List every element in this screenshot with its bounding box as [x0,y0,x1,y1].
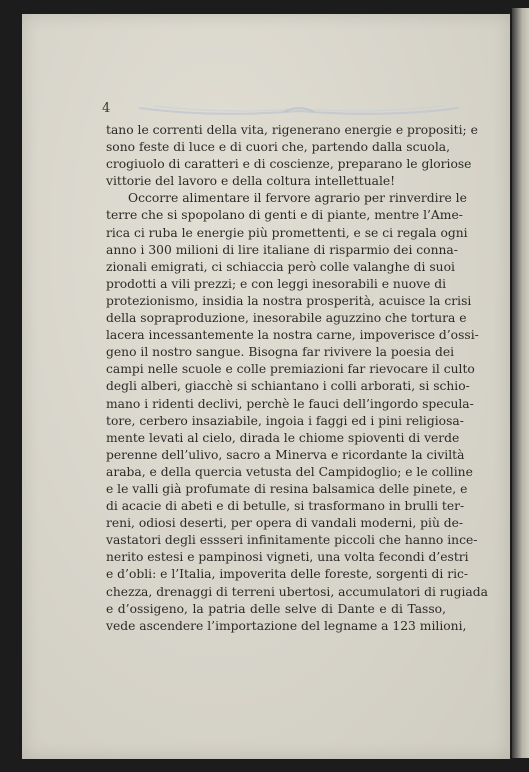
text-line: chezza, drenaggi di terreni ubertosi, accumulatori di rugiada [106,584,488,599]
text-line: tore, cerbero insaziabile, ingoia i faggi ed i pini religiosa- [106,413,464,428]
adjacent-page-edge [512,8,529,758]
text-line: rica ci ruba le energie più promettenti, e se ci regala ogni [106,225,468,240]
text-line: reni, odiosi deserti, per opera di vandali moderni, più de- [106,516,464,531]
text-line: anno i 300 milioni di lire italiane di risparmio dei conna- [106,242,458,257]
text-line: perenne dell’ulivo, sacro a Minerva e ricordante la civiltà [106,447,465,462]
text-line: e le valli già profumate di resina balsamica delle pinete, e [106,481,468,496]
text-line: sono feste di luce e di cuori che, partendo dalla scuola, [106,140,450,155]
text-line: prodotti a vili prezzi; e con leggi inesorabili e nuove di [106,276,447,291]
text-line: degli alberi, giacchè si schiantano i colli arborati, si schio- [106,379,470,394]
text-line: tano le correnti della vita, rigenerano energie e propositi; e [106,123,478,137]
text-line: campi nelle scuole e colle premiazioni far rievocare il culto [106,362,475,377]
decorative-header-ornament [134,102,464,118]
text-line: di acacie di abeti e di betulle, si trasformano in brulli ter- [106,499,465,514]
text-line: crogiuolo di caratteri e di coscienze, preparano le gloriose [106,157,472,172]
text-line: e d’obli: e l’Italia, impoverita delle foreste, sorgenti di ric- [106,567,469,582]
text-line: geno il nostro sangue. Bisogna far rivivere la poesia dei [106,345,455,360]
text-line: Occorre alimentare il fervore agrario per rinverdire le [128,191,467,206]
text-line: e d’ossigeno, la patria delle selve di Dante e di Tasso, [106,601,446,616]
text-line: della sopraproduzione, inesorabile aguzzino che tortura e [106,311,467,326]
text-line: vastatori degli essseri infinitamente piccoli che hanno ince- [106,533,478,548]
text-line: mano i ridenti declivi, perchè le fauci dell’ingordo specula- [106,396,474,411]
text-line: terre che si spopolano di genti e di piante, mentre l’Ame- [106,208,463,223]
text-line: nerito estesi e pampinosi vigneti, una volta fecondi d’estri [106,550,469,565]
text-line: vittorie del lavoro e della coltura intellettuale! [106,174,396,189]
text-line: araba, e della quercia vetusta del Campidoglio; e le colline [106,464,473,479]
text-line: lacera incessantemente la nostra carne, impoverisce d’ossi- [106,328,479,343]
text-line: protezionismo, insidia la nostra prosperità, acuisce la crisi [106,293,472,308]
body-text [106,122,488,635]
text-line: mente levati al cielo, dirada le chiome spioventi di verde [106,430,460,445]
text-line: zionali emigrati, ci schiaccia però colle valanghe di suoi [106,259,455,274]
text-line: vede ascendere l’importazione del legname a 123 milioni, [106,618,467,633]
page-number: 4 [102,101,111,116]
